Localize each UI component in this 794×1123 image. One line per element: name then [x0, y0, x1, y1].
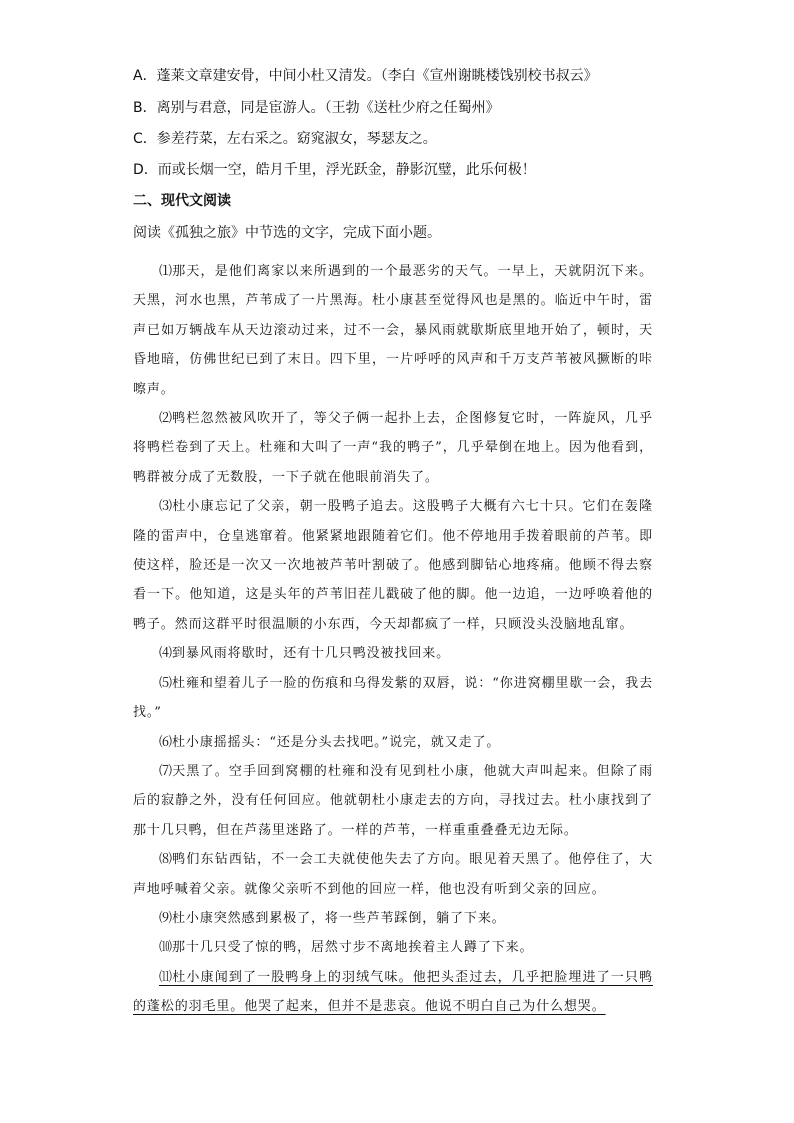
paragraph-1 — [133, 257, 653, 404]
option-a-label: A． — [133, 68, 157, 84]
reading-instruction: 阅读《孤独之旅》中节选的文字，完成下面小题。 — [133, 225, 441, 241]
paragraph-text: 杜小康忘记了父亲，朝一股鸭子追去。这股鸭子大概有六七十只。它们在轰隆隆的雷声中，仓皇逃窜着。他紧紧地跟随着它们。他不停地用手拨着眼前的芦苇。即使这样，脸还是一次又一次地被芦苇叶割破了。他感到脚钻心地疼痛。他顾不得去察看一下。他知道，这是头年的芦苇旧茬儿戳破了他的脚。他一边追，一边呼唤着他的鸭子。然而这群平时很温顺的小东西，今天却都疯了一样，只顾没头没脑地乱窜。 — [133, 499, 653, 632]
paragraph-text: 杜小康闻到了一股鸭身上的羽绒气味。他把头歪过去，几乎把脸埋进了一只鸭的蓬松的羽毛里。他哭了起来，但并不是悲哀。他说不明白自己为什么想哭。 — [133, 969, 653, 1015]
option-a — [133, 67, 598, 85]
paragraph-10 — [133, 933, 653, 962]
option-c — [133, 130, 437, 148]
paragraph-text: 天黑了。空手回到窝棚的杜雍和没有见到杜小康，他就大声叫起来。但除了雨后的寂静之外，没有任何回应。他就朝杜小康走去的方向，寻找过去。杜小康找到了那十几只鸭，但在芦荡里迷路了。一样的芦苇，一样重重叠叠无边无际。 — [133, 763, 653, 838]
paragraph-number: ⑼ — [159, 910, 173, 926]
paragraph-7 — [133, 757, 653, 845]
paragraph-6 — [133, 728, 653, 757]
paragraph-number: ⑶ — [159, 499, 173, 515]
paragraph-number: ⑴ — [159, 264, 173, 279]
paragraph-text: 到暴风雨将歇时，还有十几只鸭没被找回来。 — [172, 646, 451, 662]
paragraph-number: ⑻ — [159, 852, 173, 868]
section-title: 二、现代文阅读 — [133, 193, 231, 209]
paragraph-text: 那十几只受了惊的鸭，居然寸步不离地挨着主人蹲了下来。 — [172, 940, 534, 956]
paragraph-number: ⑹ — [159, 734, 173, 750]
paragraph-text: 鸭们东钻西钻，不一会工夫就使他失去了方向。眼见着天黑了。他停住了，大声地呼喊着父亲。就像父亲听不到他的回应一样，他也没有听到父亲的回应。 — [133, 852, 653, 897]
paragraph-2 — [133, 404, 653, 492]
option-d-text: 而或长烟一空，皓月千里，浮光跃金，静影沉璧，此乐何极！ — [157, 162, 536, 178]
paragraph-number: ⑸ — [159, 675, 173, 691]
paragraph-3 — [133, 492, 653, 639]
option-b-text: 离别与君意，同是宦游人。（王勃《送杜少府之任蜀州》 — [156, 100, 500, 116]
option-c-label: C． — [133, 131, 157, 147]
paragraph-text: 那天，是他们离家以来所遇到的一个最恶劣的天气。一早上，天就阴沉下来。天黑，河水也黑，芦苇成了一片黑海。杜小康甚至觉得风也是黑的。临近中午时，雷声已如万辆战车从天边滚动过来，过不一会，暴风雨就歇斯底里地开始了，顿时，天昏地暗，仿佛世纪已到了末日。四下里，一片呼呼的风声和千万支芦苇被风撅断的咔嚓声。 — [133, 264, 653, 397]
paragraph-text: 鸭栏忽然被风吹开了，等父子俩一起扑上去，企图修复它时，一阵旋风，几乎将鸭栏卷到了天上。杜雍和大叫了一声“我的鸭子”，几乎晕倒在地上。因为他看到，鸭群被分成了无数股，一下子就在他眼前消失了。 — [133, 411, 653, 485]
paragraph-number: ⑵ — [159, 411, 173, 427]
paragraph-number: ⑺ — [159, 763, 173, 779]
paragraph-11-underlined — [133, 963, 653, 1022]
option-b — [133, 99, 500, 117]
paragraph-number: ⑽ — [159, 940, 173, 956]
reading-passage — [133, 257, 653, 1022]
paragraph-text: 杜小康突然感到累极了，将一些芦苇踩倒，躺了下来。 — [172, 910, 506, 926]
option-c-text: 参差荇菜，左右采之。窈窕淑女，琴瑟友之。 — [156, 131, 437, 147]
paragraph-text: 杜小康摇摇头：“还是分头去找吧。”说完，就又走了。 — [172, 734, 501, 750]
paragraph-text: 杜雍和望着儿子一脸的伤痕和乌得发紫的双唇，说：“你进窝棚里歇一会，我去找。” — [133, 675, 653, 721]
paragraph-5 — [133, 669, 653, 728]
paragraph-4 — [133, 639, 653, 668]
paragraph-9 — [133, 904, 653, 933]
paragraph-number: ⑾ — [159, 969, 173, 985]
paragraph-number: ⑷ — [159, 646, 173, 662]
option-d — [133, 161, 536, 179]
option-a-text: 蓬莱文章建安骨，中间小杜又清发。（李白《宣州谢眺楼饯别校书叔云》 — [156, 68, 598, 84]
option-d-label: D． — [133, 162, 158, 178]
paragraph-8 — [133, 845, 653, 904]
option-b-label: B． — [133, 100, 157, 116]
